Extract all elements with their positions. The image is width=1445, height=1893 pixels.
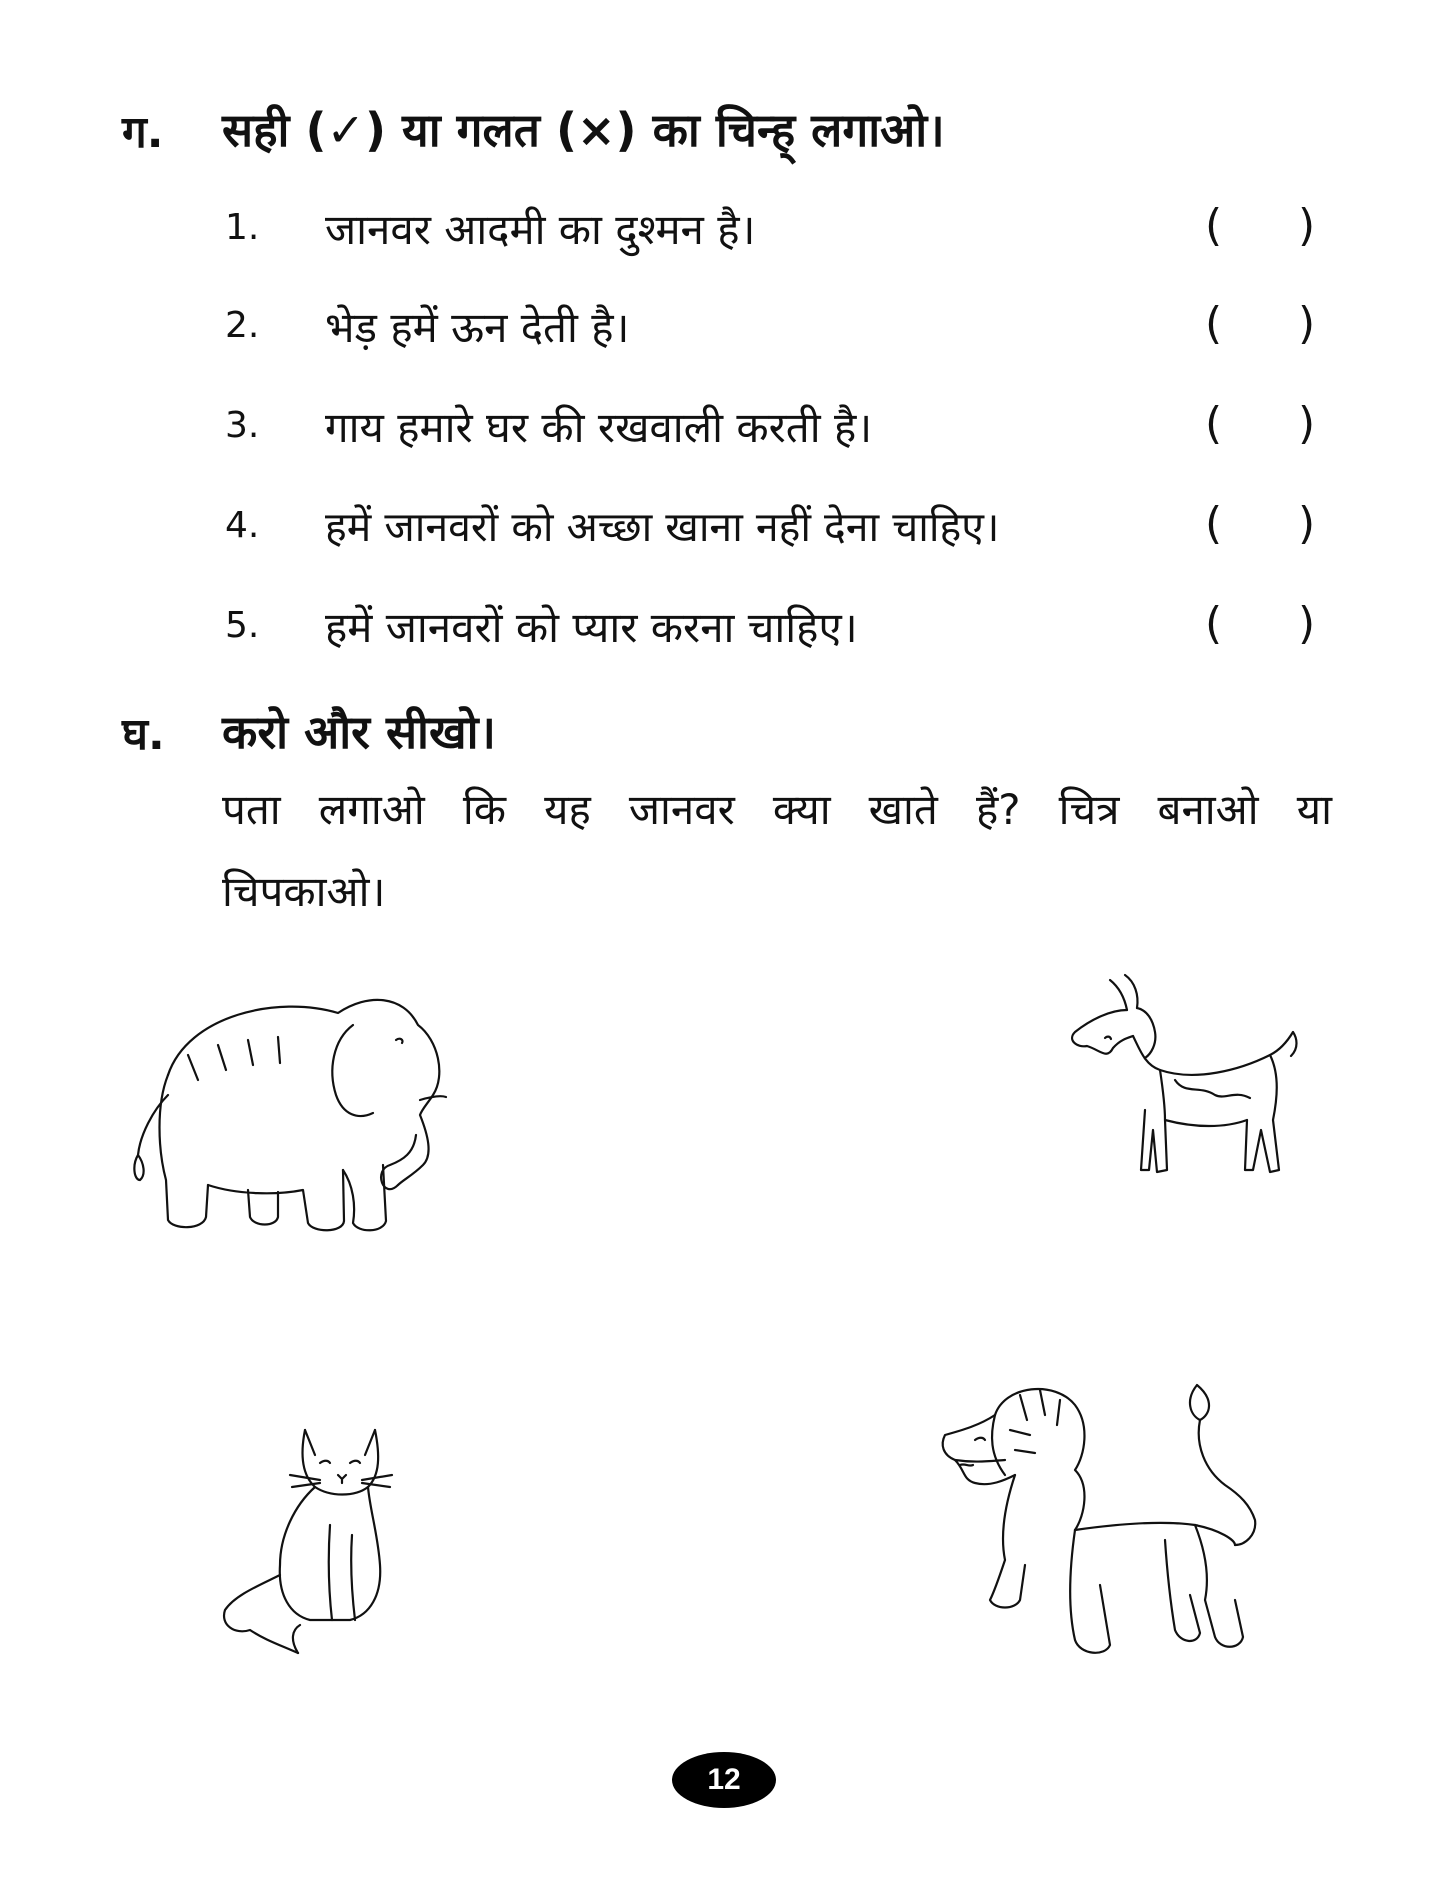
answer-box-close: ) [1298,598,1316,649]
question-number: 4. [225,505,260,546]
elephant-illustration [128,985,518,1245]
answer-box-open[interactable]: ( [1205,498,1223,549]
question-number: 3. [225,405,260,446]
section-gh-title: करो और सीखो। [222,705,496,759]
question-number: 1. [225,207,260,248]
section-gh-label: घ. [122,709,165,760]
answer-box-close: ) [1298,298,1316,349]
section-g-label: ग. [122,107,164,158]
cat-illustration [220,1425,420,1660]
question-number: 5. [225,605,260,646]
answer-box-open[interactable]: ( [1205,398,1223,449]
page-number-badge: 12 [672,1752,776,1808]
answer-box-open[interactable]: ( [1205,598,1223,649]
question-text: हमें जानवरों को अच्छा खाना नहीं देना चाहिए। [325,503,1000,551]
question-number: 2. [225,305,260,346]
answer-box-open[interactable]: ( [1205,298,1223,349]
answer-box-open[interactable]: ( [1205,200,1223,251]
answer-box-close: ) [1298,398,1316,449]
question-text: जानवर आदमी का दुश्मन है। [325,205,756,254]
question-text: गाय हमारे घर की रखवाली करती है। [325,403,873,452]
activity-instruction-cont: चिपकाओ। [222,867,386,916]
lion-illustration [935,1375,1315,1675]
question-text: हमें जानवरों को प्यार करना चाहिए। [325,603,858,652]
question-text: भेड़ हमें ऊन देती है। [325,303,630,352]
activity-instruction: पता लगाओ कि यह जानवर क्या खाते हैं? चित्र बनाओ या [222,785,1332,834]
answer-box-close: ) [1298,200,1316,251]
answer-box-close: ) [1298,498,1316,549]
section-g-title: सही (✓) या गलत (×) का चिन्ह् लगाओ। [222,103,945,157]
goat-illustration [1065,970,1315,1185]
